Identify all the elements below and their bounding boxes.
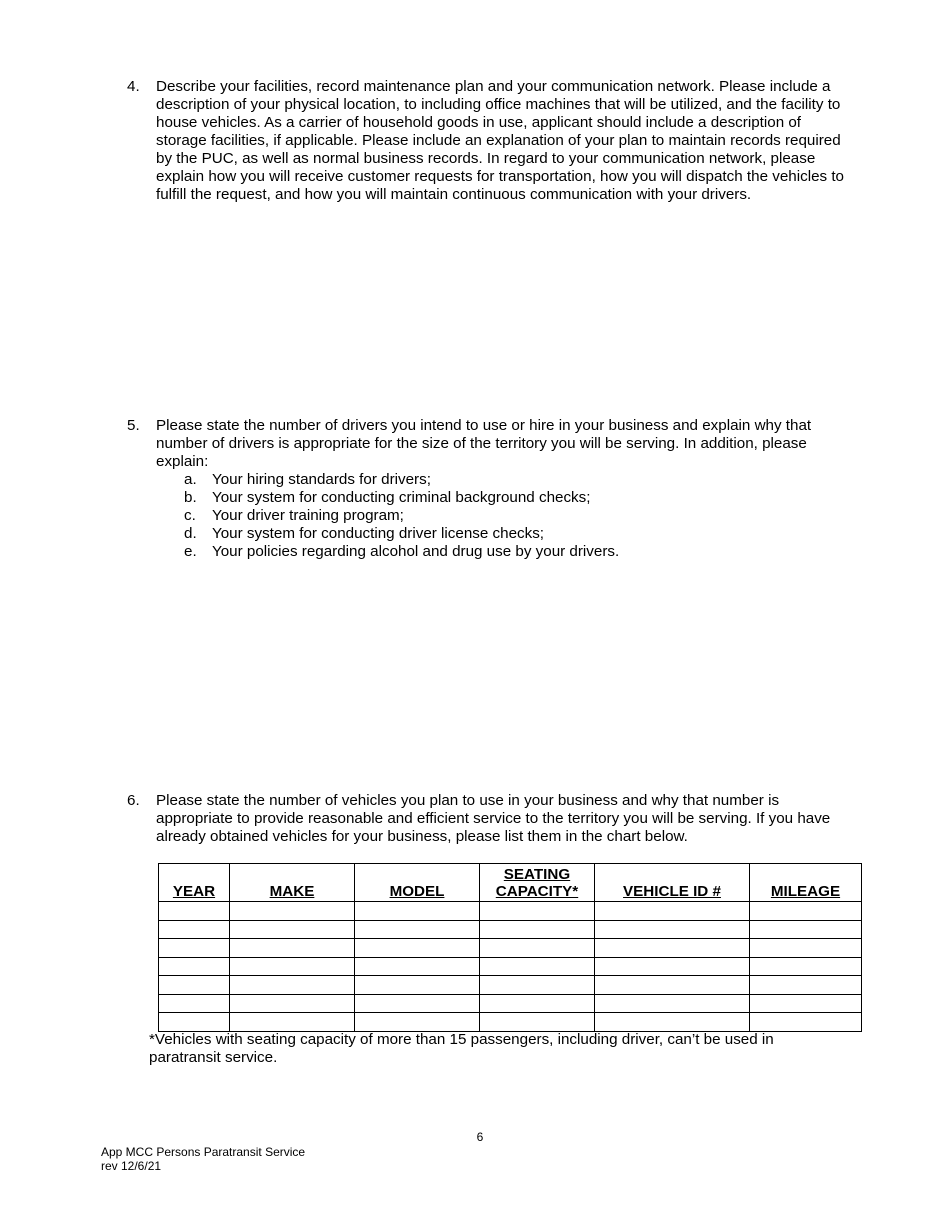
sub-item-letter: e.: [184, 543, 197, 560]
text-line: storage facilities, if applicable. Please include an explanation of your plan to maintain records required: [156, 132, 841, 149]
sub-item-text: Your system for conducting driver license checks;: [212, 525, 545, 542]
footnote-line: *Vehicles with seating capacity of more than 15 passengers, including driver, can’t be used in: [149, 1031, 774, 1048]
text-line: already obtained vehicles for your business, please list them in the chart below.: [156, 828, 688, 845]
sub-item-letter: a.: [184, 471, 197, 488]
cell-year[interactable]: [159, 976, 230, 995]
text-line: description of your physical location, to including office machines that will be utilized, and the facility to: [156, 96, 841, 113]
question-4: [127, 78, 867, 204]
header-label: CAPACITY*: [495, 883, 579, 900]
cell-seating-capacity[interactable]: [480, 920, 595, 939]
column-header-mileage: [750, 864, 862, 902]
cell-model[interactable]: [355, 920, 480, 939]
table-header-row: [159, 864, 862, 902]
sub-item: [184, 525, 867, 543]
sub-item: [184, 471, 867, 489]
sub-item-text: Your hiring standards for drivers;: [212, 471, 431, 488]
text-line: house vehicles. As a carrier of household goods in use, applicant should include a description of: [156, 114, 802, 131]
cell-seating-capacity[interactable]: [480, 976, 595, 995]
sub-item: [184, 489, 867, 507]
cell-model[interactable]: [355, 994, 480, 1013]
text-line: fulfill the request, and how you will maintain continuous communication with your drivers.: [156, 186, 752, 203]
seating-footnote: [149, 1031, 869, 1067]
cell-vehicle-id[interactable]: [595, 920, 750, 939]
cell-make[interactable]: [230, 957, 355, 976]
sub-item-list: [156, 471, 867, 561]
footer-revision: rev 12/6/21: [101, 1159, 162, 1173]
header-label: MILEAGE: [770, 883, 841, 900]
cell-make[interactable]: [230, 920, 355, 939]
cell-seating-capacity[interactable]: [480, 994, 595, 1013]
cell-vehicle-id[interactable]: [595, 939, 750, 958]
question-number: 4.: [127, 78, 140, 95]
cell-seating-capacity[interactable]: [480, 1013, 595, 1032]
cell-seating-capacity[interactable]: [480, 957, 595, 976]
cell-mileage[interactable]: [750, 994, 862, 1013]
sub-item-text: Your policies regarding alcohol and drug use by your drivers.: [212, 543, 620, 560]
cell-vehicle-id[interactable]: [595, 976, 750, 995]
header-label: YEAR: [172, 883, 216, 900]
cell-seating-capacity[interactable]: [480, 902, 595, 921]
table-row: [159, 994, 862, 1013]
table-row: [159, 976, 862, 995]
header-label: MODEL: [389, 883, 445, 900]
text-line: explain how you will receive customer requests for transportation, how you will dispatch the vehicles to: [156, 168, 844, 185]
page-number: 6: [476, 1130, 484, 1144]
sub-item-text: Your driver training program;: [212, 507, 404, 524]
cell-year[interactable]: [159, 939, 230, 958]
cell-vehicle-id[interactable]: [595, 957, 750, 976]
document-footer: [101, 1145, 305, 1173]
cell-year[interactable]: [159, 920, 230, 939]
text-line: Please state the number of drivers you intend to use or hire in your business and explain why that: [156, 417, 812, 434]
cell-model[interactable]: [355, 902, 480, 921]
sub-item-letter: d.: [184, 525, 197, 542]
cell-make[interactable]: [230, 976, 355, 995]
text-line: appropriate to provide reasonable and efficient service to the territory you will be serving. If you have: [156, 810, 831, 827]
cell-model[interactable]: [355, 957, 480, 976]
cell-year[interactable]: [159, 902, 230, 921]
cell-model[interactable]: [355, 976, 480, 995]
footer-form-name: App MCC Persons Paratransit Service: [101, 1145, 306, 1159]
question-text: [156, 417, 867, 561]
question-number: 6.: [127, 792, 140, 809]
text-line: explain:: [156, 453, 209, 470]
header-label: MAKE: [269, 883, 315, 900]
cell-year[interactable]: [159, 957, 230, 976]
cell-mileage[interactable]: [750, 920, 862, 939]
header-label: SEATING: [503, 866, 571, 883]
cell-mileage[interactable]: [750, 939, 862, 958]
column-header-model: [355, 864, 480, 902]
cell-mileage[interactable]: [750, 957, 862, 976]
table-row: [159, 939, 862, 958]
column-header-seating-capacity: [480, 864, 595, 902]
column-header-vehicle-id: [595, 864, 750, 902]
table-row: [159, 920, 862, 939]
table-row: [159, 957, 862, 976]
cell-vehicle-id[interactable]: [595, 994, 750, 1013]
footnote-line: paratransit service.: [149, 1049, 278, 1066]
cell-vehicle-id[interactable]: [595, 1013, 750, 1032]
text-line: number of drivers is appropriate for the size of the territory you will be serving. In addition, please: [156, 435, 807, 452]
sub-item: [184, 543, 867, 561]
sub-item-letter: c.: [184, 507, 196, 524]
cell-model[interactable]: [355, 1013, 480, 1032]
text-line: Describe your facilities, record maintenance plan and your communication network. Please include a: [156, 78, 831, 95]
cell-mileage[interactable]: [750, 976, 862, 995]
vehicle-table-body: [159, 902, 862, 1032]
cell-mileage[interactable]: [750, 902, 862, 921]
cell-make[interactable]: [230, 902, 355, 921]
question-5: [127, 417, 867, 561]
text-line: by the PUC, as well as normal business records. In regard to your communication network, please: [156, 150, 816, 167]
cell-model[interactable]: [355, 939, 480, 958]
table-row: [159, 902, 862, 921]
column-header-year: [159, 864, 230, 902]
cell-mileage[interactable]: [750, 1013, 862, 1032]
table-row: [159, 1013, 862, 1032]
sub-item: [184, 507, 867, 525]
header-label: VEHICLE ID #: [623, 883, 721, 900]
question-text: [156, 792, 867, 846]
question-6: [127, 792, 867, 846]
question-text: [156, 78, 867, 204]
sub-item-letter: b.: [184, 489, 197, 506]
cell-vehicle-id[interactable]: [595, 902, 750, 921]
sub-item-text: Your system for conducting criminal background checks;: [212, 489, 591, 506]
cell-make[interactable]: [230, 994, 355, 1013]
cell-make[interactable]: [230, 1013, 355, 1032]
cell-make[interactable]: [230, 939, 355, 958]
column-header-make: [230, 864, 355, 902]
text-line: Please state the number of vehicles you plan to use in your business and why that number is: [156, 792, 780, 809]
vehicle-table: [158, 863, 862, 1032]
cell-year[interactable]: [159, 994, 230, 1013]
cell-year[interactable]: [159, 1013, 230, 1032]
cell-seating-capacity[interactable]: [480, 939, 595, 958]
question-number: 5.: [127, 417, 140, 434]
